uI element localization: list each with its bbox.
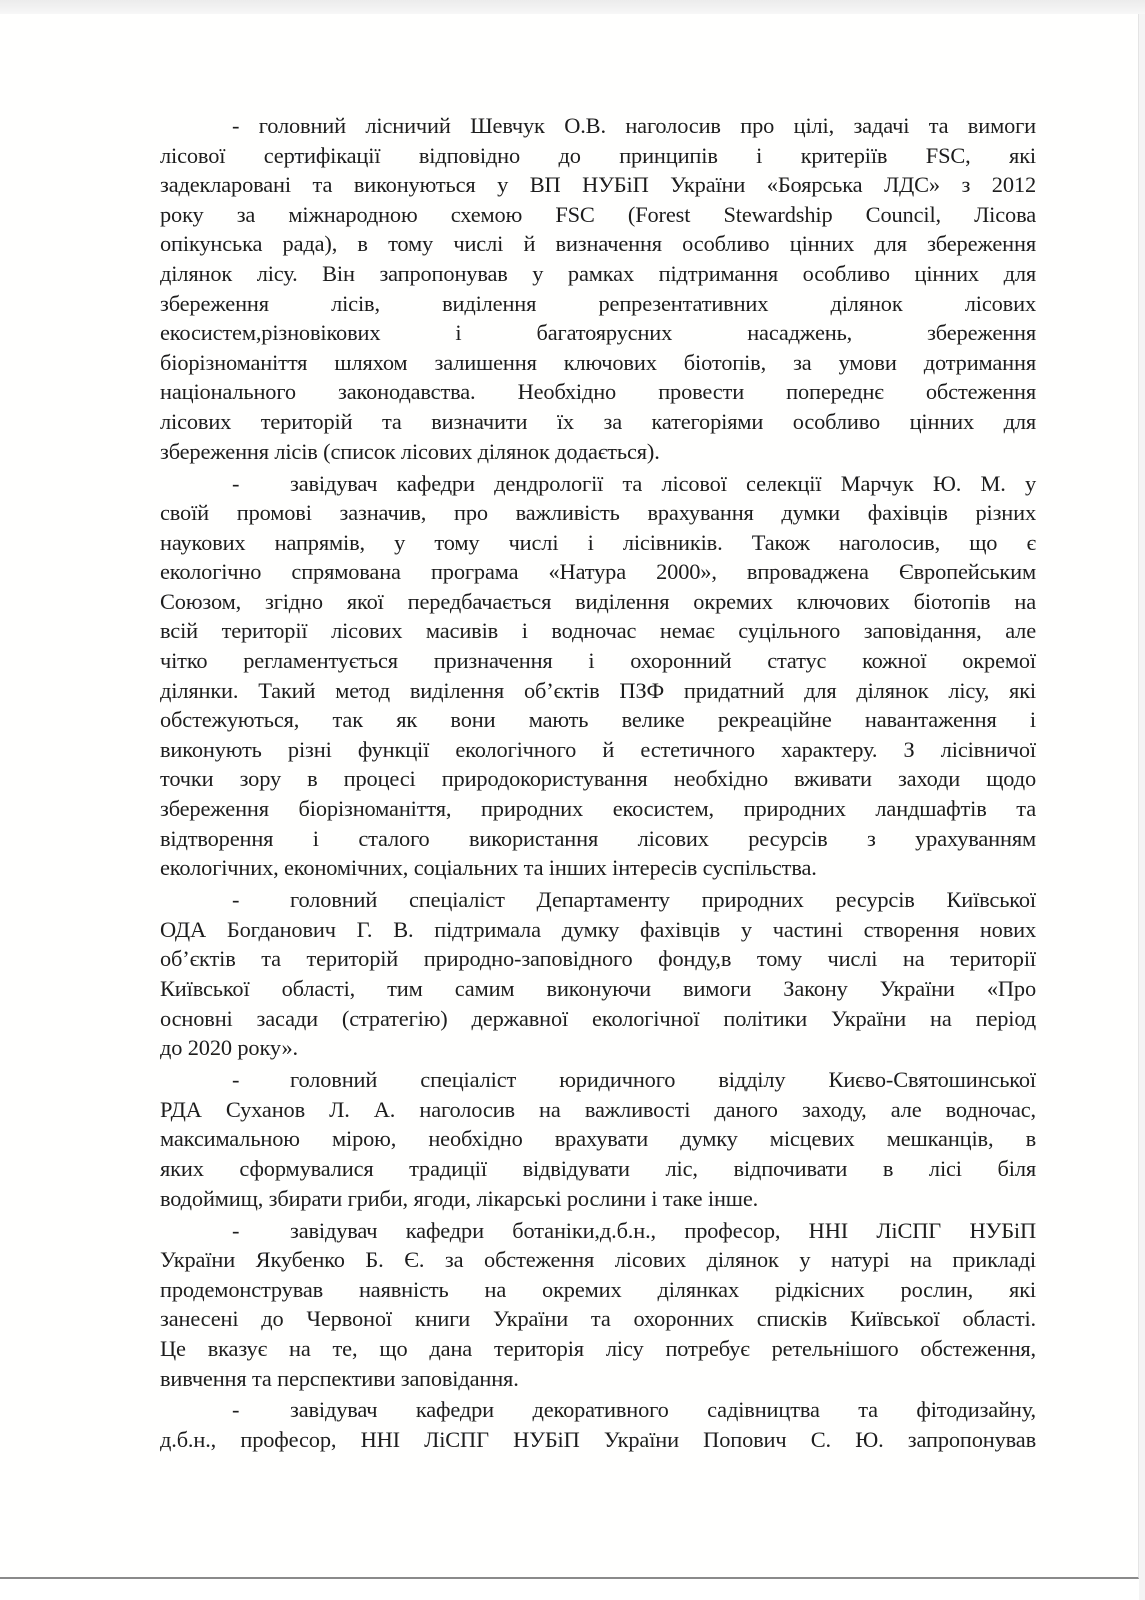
line-text: ділянки. Такий метод виділення об’єктів ПЗФ придатний для ділянок лісу, які [160, 677, 1036, 703]
line-text: виконують різні функції екологічного й естетичного характеру. З лісівничої [160, 736, 1036, 762]
line-text: чітко регламентується призначення і охоронний статус кожної окремої [160, 648, 1036, 674]
text-line [160, 141, 1036, 171]
line-text: - головний лісничий Шевчук О.В. наголосив про цілі, задачі та вимоги [232, 113, 1036, 138]
line-text: продемонстрував наявність на окремих ділянках рідкісних рослин, які [160, 1276, 1036, 1302]
line-text: головний спеціаліст Департаменту природних ресурсів Київської [290, 887, 1036, 913]
line-text: основні засади (стратегію) державної екологічної політики України на період [160, 1005, 1036, 1031]
line-text: водоймищ, збирати гриби, ягоди, лікарські рослини і таке інше. [160, 1185, 759, 1211]
text-line [160, 1216, 1036, 1246]
text-line [160, 259, 1036, 289]
line-text: ОДА Богданович Г. В. підтримала думку фахівців у частині створення нових [160, 916, 1036, 942]
list-dash: - [232, 1217, 240, 1243]
text-line [160, 616, 1036, 646]
scan-right-edge [1139, 14, 1145, 1600]
line-text: завідувач кафедри декоративного садівництва та фітодизайну, [290, 1397, 1036, 1423]
text-line [160, 170, 1036, 200]
list-dash: - [232, 1397, 240, 1423]
line-text: відтворення і сталого використання лісових ресурсів з урахуванням [160, 825, 1036, 851]
text-line [160, 735, 1036, 765]
line-text: до 2020 року». [160, 1035, 298, 1061]
line-text: РДА Суханов Л. А. наголосив на важливості даного заходу, але водночас, [160, 1096, 1036, 1122]
text-line [160, 557, 1036, 587]
line-text: України Якубенко Б. Є. за обстеження лісових ділянок у натурі на прикладі [160, 1247, 1036, 1273]
text-line [160, 1065, 1036, 1095]
line-text: екосистем,різновікових і багатоярусних насаджень, збереження [160, 320, 1036, 346]
paragraph [160, 1395, 1036, 1454]
paragraph [160, 111, 1036, 466]
text-line [160, 1245, 1036, 1275]
text-line [160, 111, 1036, 141]
line-text: об’єктів та територій природно-заповідного фонду,в тому числі на території [160, 946, 1036, 972]
line-text: обстежуються, так як вони мають велике рекреаційне навантаження і [160, 707, 1036, 733]
text-line [160, 1033, 1036, 1063]
line-text: завідувач кафедри ботаніки,д.б.н., професор, ННІ ЛіСПГ НУБіП [290, 1217, 1036, 1243]
line-text: екологічних, економічних, соціальних та інших інтересів суспільства. [160, 855, 817, 881]
text-line [160, 1095, 1036, 1125]
line-text: Київської області, тим самим виконуючи вимоги Закону України «Про [160, 976, 1036, 1001]
text-line [160, 1304, 1036, 1334]
paragraph [160, 885, 1036, 1063]
text-line [160, 1425, 1036, 1455]
text-line [160, 318, 1036, 348]
line-text: яких сформувалися традиції відвідувати ліс, відпочивати в лісі біля [160, 1155, 1036, 1181]
text-line [160, 1184, 1036, 1214]
line-text: задекларовані та виконуються у ВП НУБіП України «Боярська ЛДС» з 2012 [160, 172, 1036, 198]
line-text: опікунська рада), в тому числі й визначення особливо цінних для збереження [160, 231, 1036, 257]
text-line [160, 200, 1036, 230]
text-line [160, 676, 1036, 706]
text-line [160, 824, 1036, 854]
line-text: вивчення та перспективи заповідання. [160, 1365, 519, 1391]
text-line [160, 528, 1036, 558]
line-text: максимальною мірою, необхідно врахувати думку місцевих мешканців, в [160, 1126, 1036, 1152]
text-line [160, 705, 1036, 735]
text-line [160, 974, 1036, 1004]
text-line [160, 1124, 1036, 1154]
line-text: Союзом, згідно якої передбачається виділення окремих ключових біотопів на [160, 588, 1036, 614]
text-line [160, 407, 1036, 437]
text-line [160, 646, 1036, 676]
text-line [160, 853, 1036, 883]
line-text: своїй промові зазначив, про важливість врахування думки фахівців різних [160, 500, 1036, 526]
line-text: головний спеціаліст юридичного відділу Києво-Святошинської [290, 1067, 1036, 1093]
line-text: точки зору в процесі природокористування необхідно вживати заходи щодо [160, 766, 1036, 792]
text-line [160, 915, 1036, 945]
line-text: біорізноманіття шляхом залишення ключових біотопів, за умови дотримання [160, 349, 1036, 375]
line-text: лісових територій та визначити їх за категоріями особливо цінних для [160, 408, 1036, 434]
text-line [160, 885, 1036, 915]
text-line [160, 1364, 1036, 1394]
paragraph [160, 1216, 1036, 1394]
text-line [160, 377, 1036, 407]
list-dash: - [232, 1067, 240, 1093]
line-text: Це вказує на те, що дана територія лісу потребує ретельнішого обстеження, [160, 1335, 1036, 1361]
text-line [160, 1334, 1036, 1364]
line-text: екологічно спрямована програма «Натура 2000», впроваджена Європейським [160, 559, 1036, 585]
line-text: лісової сертифікації відповідно до принципів і критеріїв FSC, які [160, 142, 1036, 168]
document-body [160, 111, 1036, 1457]
text-line [160, 498, 1036, 528]
line-text: збереження лісів, виділення репрезентативних ділянок лісових [160, 290, 1036, 316]
line-text: занесені до Червоної книги України та охоронних списків Київської області. [160, 1306, 1036, 1332]
text-line [160, 587, 1036, 617]
text-line [160, 229, 1036, 259]
text-line [160, 348, 1036, 378]
line-text: збереження біорізноманіття, природних екосистем, природних ландшафтів та [160, 796, 1036, 822]
text-line [160, 794, 1036, 824]
text-line [160, 1004, 1036, 1034]
line-text: завідувач кафедри дендрології та лісової селекції Марчук Ю. М. у [290, 470, 1036, 496]
line-text: наукових напрямів, у тому числі і лісівників. Також наголосив, що є [160, 529, 1036, 555]
text-line [160, 437, 1036, 467]
line-text: року за міжнародною схемою FSC (Forest Stewardship Council, Лісова [160, 201, 1036, 227]
paragraph [160, 1065, 1036, 1213]
text-line [160, 1154, 1036, 1184]
line-text: всій території лісових масивів і водночас немає суцільного заповідання, але [160, 618, 1036, 644]
line-text: д.б.н., професор, ННІ ЛіСПГ НУБіП України Попович С. Ю. запропонував [160, 1427, 1036, 1453]
text-line [160, 289, 1036, 319]
text-line [160, 1395, 1036, 1425]
list-dash: - [232, 470, 240, 496]
text-line [160, 944, 1036, 974]
list-dash: - [232, 887, 240, 913]
text-line [160, 469, 1036, 499]
scan-top-edge [0, 0, 1145, 14]
paragraph [160, 469, 1036, 883]
text-line [160, 764, 1036, 794]
line-text: збереження лісів (список лісових ділянок додається). [160, 438, 660, 464]
line-text: національного законодавства. Необхідно провести попереднє обстеження [160, 379, 1036, 405]
line-text: ділянок лісу. Він запропонував у рамках підтримання особливо цінних для [160, 260, 1036, 286]
text-line [160, 1275, 1036, 1305]
